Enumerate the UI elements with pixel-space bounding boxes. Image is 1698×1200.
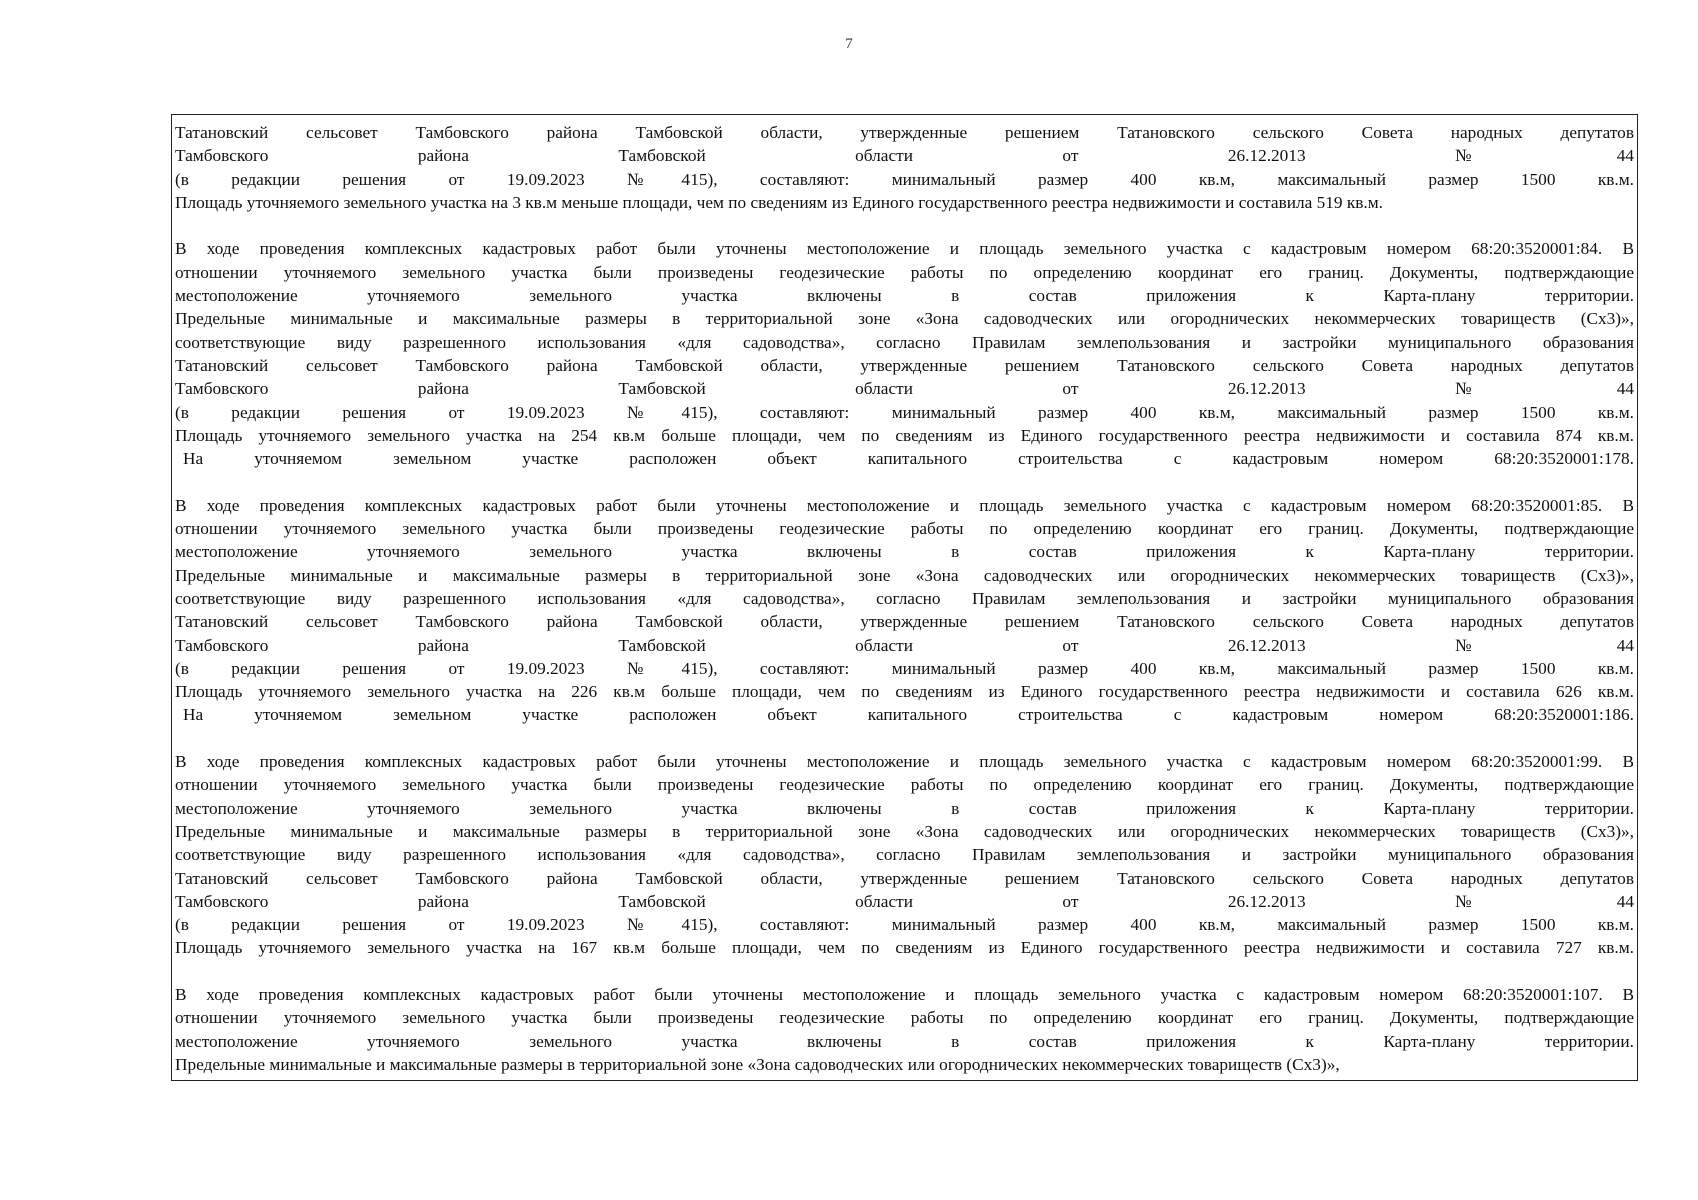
text-line: местоположение уточняемого земельного участка включены в состав приложения к Карта-плану территории. [175,1031,1634,1051]
text-line: На уточняемом земельном участке расположен объект капитального строительства с кадастровым номером 68:20:3520001:186. [183,705,1634,725]
text-line: Татановский сельсовет Тамбовского района Тамбовской области, утвержденные решением Татановского сельского Совета народных депутатов [175,868,1634,888]
page-number: 7 [845,36,853,52]
text-line: отношении уточняемого земельного участка были произведены геодезические работы по определению координат его границ. Документы, подтверждающие [175,519,1634,539]
text-line: Площадь уточняемого земельного участка на 226 кв.м больше площади, чем по сведениям из Единого государственного реестра недвижимости и составила 626 кв.м. [175,682,1634,702]
text-line: Площадь уточняемого земельного участка на 167 кв.м больше площади, чем по сведениям из Единого государственного реестра недвижимости и составила 727 кв.м. [175,938,1634,958]
paragraph-gap [175,470,1634,493]
text-line: соответствующие виду разрешенного использования «для садоводства», согласно Правилам землепользования и застройки муниципального образования [175,332,1634,352]
text-line: Предельные минимальные и максимальные размеры в территориальной зоне «Зона садоводческих или огороднических некоммерческих товариществ (Сх3)», [175,309,1634,329]
text-line: местоположение уточняемого земельного участка включены в состав приложения к Карта-плану территории. [175,286,1634,306]
paragraph-gap [175,960,1634,983]
text-line: В ходе проведения комплексных кадастровых работ были уточнены местоположение и площадь земельного участка с кадастровым номером 68:20:3520001:85. В [175,495,1634,515]
text-line: (в редакции решения от 19.09.2023 №415), составляют: минимальный размер 400 кв.м, максимальный размер 1500 кв.м. [175,915,1634,935]
text-line: местоположение уточняемого земельного участка включены в состав приложения к Карта-плану территории. [175,798,1634,818]
text-line: Тамбовского района Тамбовской области от 26.12.2013 №44 [175,379,1634,399]
text-line: Татановский сельсовет Тамбовского района Тамбовской области, утвержденные решением Татановского сельского Совета народных депутатов [175,123,1634,142]
text-line: отношении уточняемого земельного участка были произведены геодезические работы по определению координат его границ. Документы, подтверждающие [175,1008,1634,1028]
paragraph [175,983,1634,1076]
document-frame [171,114,1638,1081]
text-line: соответствующие виду разрешенного использования «для садоводства», согласно Правилам землепользования и застройки муниципального образования [175,845,1634,865]
document-body [172,115,1637,1076]
text-line: соответствующие виду разрешенного использования «для садоводства», согласно Правилам землепользования и застройки муниципального образования [175,588,1634,608]
text-line: Тамбовского района Тамбовской области от 26.12.2013 №44 [175,635,1634,655]
text-line: Тамбовского района Тамбовской области от 26.12.2013 №44 [175,891,1634,911]
text-line: (в редакции решения от 19.09.2023 №415), составляют: минимальный размер 400 кв.м, максимальный размер 1500 кв.м. [175,169,1634,189]
text-line: В ходе проведения комплексных кадастровых работ были уточнены местоположение и площадь земельного участка с кадастровым номером 68:20:3520001:99. В [175,752,1634,772]
text-line: Тамбовского района Тамбовской области от 26.12.2013 №44 [175,146,1634,166]
paragraph [175,237,1634,470]
text-line: Площадь уточняемого земельного участка на 254 кв.м больше площади, чем по сведениям из Единого государственного реестра недвижимости и составила 874 кв.м. [175,425,1634,445]
paragraph [175,494,1634,727]
text-line: Предельные минимальные и максимальные размеры в территориальной зоне «Зона садоводческих или огороднических некоммерческих товариществ (Сх3)», [175,821,1634,841]
paragraph-gap [175,727,1634,750]
text-line: В ходе проведения комплексных кадастровых работ были уточнены местоположение и площадь земельного участка с кадастровым номером 68:20:3520001:84. В [175,239,1634,259]
paragraph [175,121,1634,214]
text-line: Предельные минимальные и максимальные размеры в территориальной зоне «Зона садоводческих или огороднических некоммерческих товариществ (Сх3)», [175,565,1634,585]
text-line: Площадь уточняемого земельного участка на 3 кв.м меньше площади, чем по сведениям из Единого государственного реестра недвижимости и составила 519 кв.м. [175,192,1383,212]
text-line: (в редакции решения от 19.09.2023 №415), составляют: минимальный размер 400 кв.м, максимальный размер 1500 кв.м. [175,658,1634,678]
text-line: местоположение уточняемого земельного участка включены в состав приложения к Карта-плану территории. [175,542,1634,562]
paragraph-gap [175,214,1634,237]
text-line: Предельные минимальные и максимальные размеры в территориальной зоне «Зона садоводческих или огороднических некоммерческих товариществ (Сх3)», [175,1054,1340,1074]
text-line: (в редакции решения от 19.09.2023 №415), составляют: минимальный размер 400 кв.м, максимальный размер 1500 кв.м. [175,402,1634,422]
text-line: На уточняемом земельном участке расположен объект капитального строительства с кадастровым номером 68:20:3520001:178. [183,449,1634,469]
text-line: отношении уточняемого земельного участка были произведены геодезические работы по определению координат его границ. Документы, подтверждающие [175,262,1634,282]
paragraph [175,750,1634,960]
text-line: отношении уточняемого земельного участка были произведены геодезические работы по определению координат его границ. Документы, подтверждающие [175,775,1634,795]
text-line: Татановский сельсовет Тамбовского района Тамбовской области, утвержденные решением Татановского сельского Совета народных депутатов [175,355,1634,375]
text-line: В ходе проведения комплексных кадастровых работ были уточнены местоположение и площадь земельного участка с кадастровым номером 68:20:3520001:107. В [175,984,1634,1004]
text-line: Татановский сельсовет Тамбовского района Тамбовской области, утвержденные решением Татановского сельского Совета народных депутатов [175,612,1634,632]
